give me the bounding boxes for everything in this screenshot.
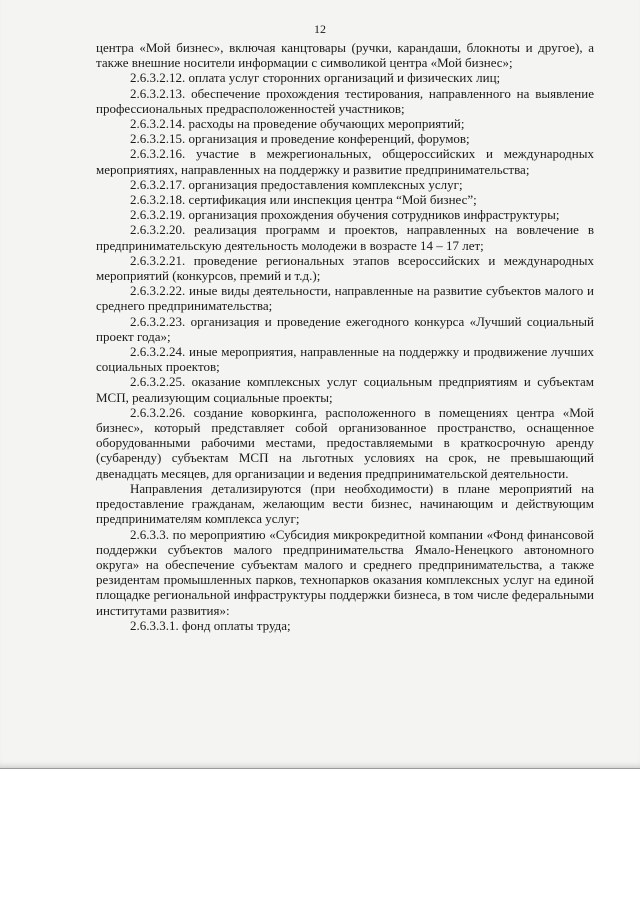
paragraph: 2.6.3.2.16. участие в межрегиональных, общероссийских и международных мероприятиях, направленных на поддержку и развитие предпринимательства; (96, 146, 594, 177)
paragraph: 2.6.3.2.26. создание коворкинга, расположенного в помещениях центра «Мой бизнес», который представляет собой организованное пространство, оснащенное оборудованными рабочими местами, предоставляемыми в краткосрочную аренду (субаренду) субъектам МСП на льготных условиях на срок, не превышающий двенадцать месяцев, для организации и ведения предпринимательской деятельности. (96, 404, 594, 481)
paragraph: 2.6.3.2.21. проведение региональных этапов всероссийских и международных мероприятий (конкурсов, премий и т.д.); (96, 252, 594, 284)
paragraph: центра «Мой бизнес», включая канцтовары (ручки, карандаши, блокноты и другое), а также внешние носители информации с символикой центра «Мой бизнес»; (96, 40, 594, 71)
paragraph: 2.6.3.2.17. организация предоставления комплексных услуг; (130, 176, 463, 192)
paragraph: 2.6.3.2.15. организация и проведение конференций, форумов; (130, 131, 470, 147)
paragraph: 2.6.3.3. по мероприятию «Субсидия микрокредитной компании «Фонд финансовой поддержки субъектов малого предпринимательства Ямало-Ненецкого автономного округа» на обеспечение субъектам малого и среднего предпринимательства, а также резидентам промышленных парков, технопарков оказания комплексных услуг на единой площадке региональной инфраструктуры поддержки бизнеса, в том числе федеральными институтами развития»: (96, 526, 594, 618)
paragraph: 2.6.3.2.25. оказание комплексных услуг социальным предприятиям и субъектам МСП, реализующим социальные проекты; (96, 374, 594, 405)
paragraph: 2.6.3.2.12. оплата услуг сторонних организаций и физических лиц; (130, 70, 501, 86)
page-number: 12 (314, 22, 326, 36)
paragraph: 2.6.3.2.14. расходы на проведение обучающих мероприятий; (130, 116, 465, 132)
document-body (96, 40, 594, 633)
paragraph: 2.6.3.2.18. сертификация или инспекция центра “Мой бизнес”; (130, 192, 477, 208)
paragraph: 2.6.3.2.23. организация и проведение ежегодного конкурса «Лучший социальный проект года»; (96, 313, 594, 344)
paragraph: Направления детализируются (при необходимости) в плане мероприятий на предоставление гражданам, желающим вести бизнес, начинающим и действующим предпринимателям комплекса услуг; (96, 480, 594, 527)
paragraph: 2.6.3.2.19. организация прохождения обучения сотрудников инфраструктуры; (130, 207, 560, 223)
paragraph: 2.6.3.2.20. реализация программ и проектов, направленных на вовлечение в предпринимательскую деятельность молодежи в возрасте 14 – 17 лет; (96, 222, 594, 253)
paragraph: 2.6.3.3.1. фонд оплаты труда; (130, 617, 291, 633)
paragraph: 2.6.3.2.24. иные мероприятия, направленные на поддержку и продвижение лучших социальных проектов; (96, 344, 594, 375)
paragraph: 2.6.3.2.22. иные виды деятельности, направленные на развитие субъектов малого и среднего предпринимательства; (96, 283, 594, 314)
paragraph: 2.6.3.2.13. обеспечение прохождения тестирования, направленного на выявление профессиональных предрасположенностей участников; (96, 85, 594, 116)
